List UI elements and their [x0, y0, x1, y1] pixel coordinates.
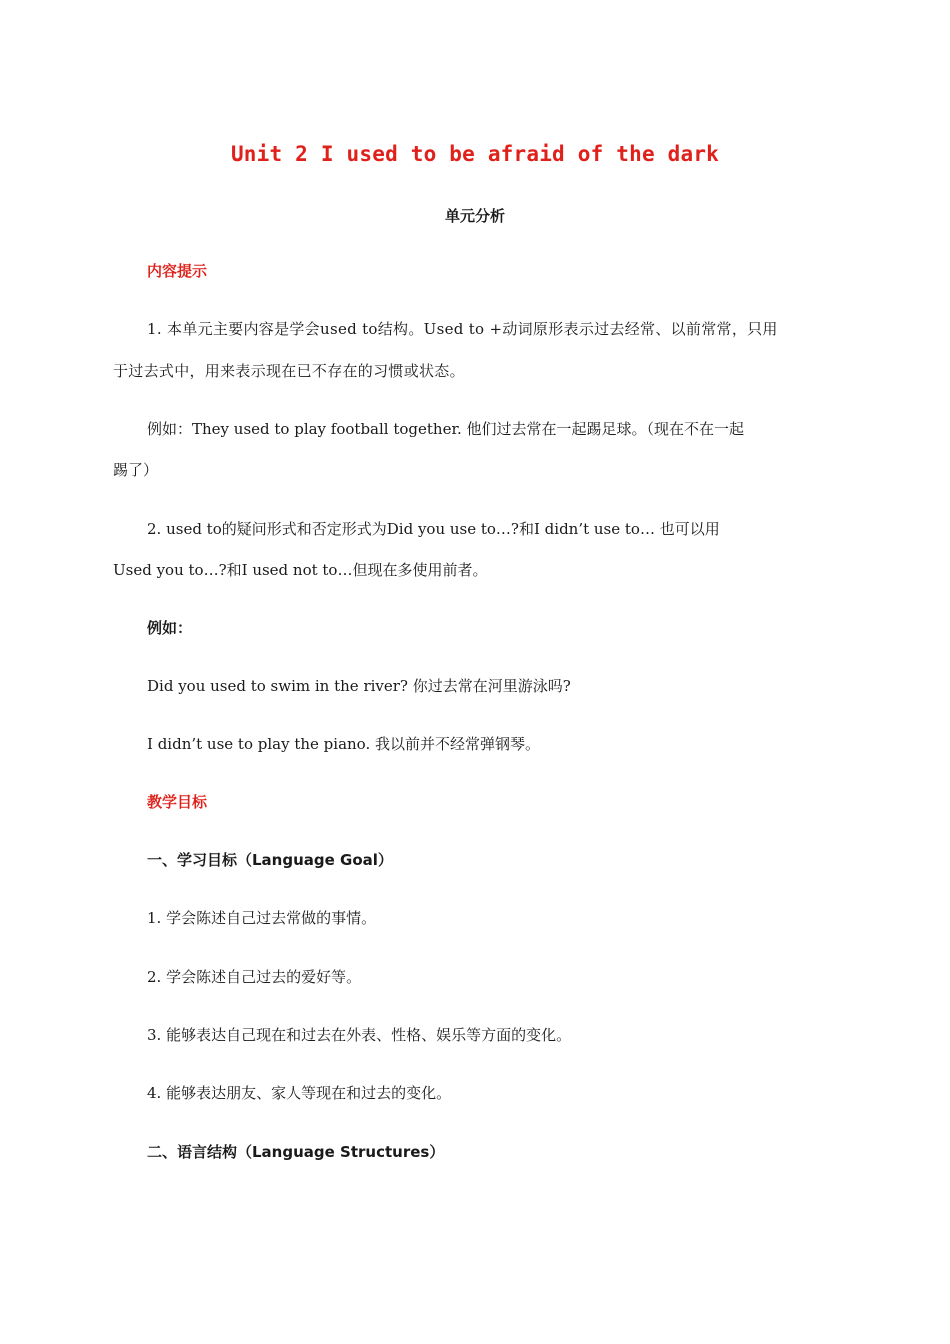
document-subtitle: 单元分析: [444, 207, 505, 225]
item2-line2: Used you to…?和I used not to…但现在多使用前者。: [113, 561, 488, 579]
goal-item-4: 4. 能够表达朋友、家人等现在和过去的变化。: [147, 1084, 452, 1102]
example3: I didn’t use to play the piano. 我以前并不经常弹钢琴。: [147, 735, 540, 753]
item1-line1: 1. 本单元主要内容是学会used to结构。Used to +动词原形表示过去经常、以前常常，只用: [147, 320, 778, 338]
teaching-goal-heading: 教学目标: [147, 793, 208, 811]
item1-line2: 于过去式中，用来表示现在已不存在的习惯或状态。: [113, 362, 465, 380]
example-heading: 例如：: [147, 619, 193, 637]
goal-item-2: 2. 学会陈述自己过去的爱好等。: [147, 968, 362, 986]
example1-line2: 踢了）: [113, 461, 159, 479]
content-tip-heading: 内容提示: [147, 262, 208, 280]
goal-item-1: 1. 学会陈述自己过去常做的事情。: [147, 909, 377, 927]
goal-item-3: 3. 能够表达自己现在和过去在外表、性格、娱乐等方面的变化。: [147, 1026, 572, 1044]
goal-two-heading: 二、语言结构（Language Structures）: [147, 1143, 445, 1161]
example2: Did you used to swim in the river? 你过去常在河里游泳吗?: [147, 677, 571, 695]
example1-line1: 例如：They used to play football together. 他们过去常在一起踢足球。（现在不在一起: [147, 420, 745, 438]
goal-one-heading: 一、学习目标（Language Goal）: [147, 851, 393, 869]
document-title: Unit 2 I used to be afraid of the dark: [230, 142, 720, 166]
item2-line1: 2. used to的疑问形式和否定形式为Did you use to…?和I didn’t use to… 也可以用: [147, 520, 720, 538]
